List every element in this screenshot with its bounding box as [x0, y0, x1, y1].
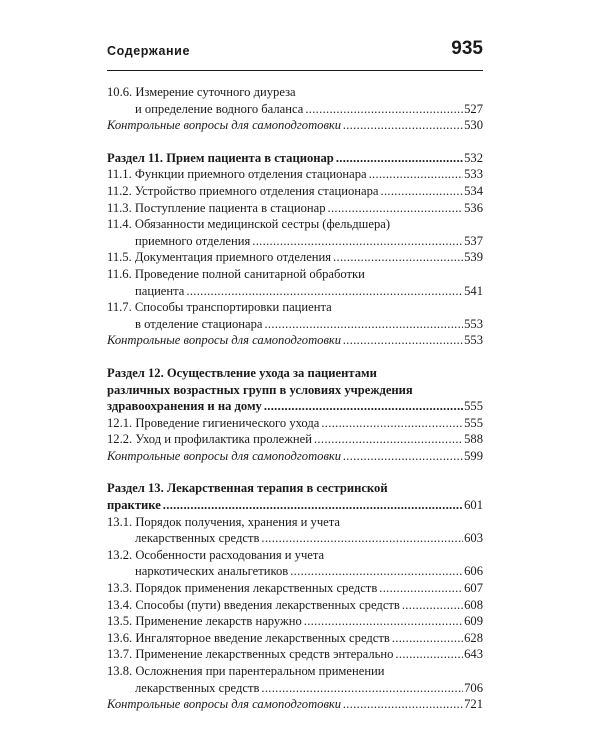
toc-page-number: 588 — [464, 432, 483, 447]
toc-review-questions — [107, 448, 483, 465]
dot-leader — [381, 183, 464, 200]
toc-entry-text: 13.7. Применение лекарственных средств энтерально — [107, 647, 394, 662]
toc-entry-text: и определение водного баланса — [135, 101, 304, 116]
dot-leader — [252, 233, 463, 250]
toc-entry — [107, 580, 483, 597]
running-head: Содержание — [107, 44, 191, 58]
toc-entry-text: 11.5. Документация приемного отделения — [107, 250, 332, 265]
toc-page-number: 555 — [464, 399, 483, 414]
toc-entry-text: различных возрастных групп в условиях учреждения — [107, 382, 413, 397]
page-number: 935 — [451, 38, 483, 59]
dot-leader — [333, 249, 463, 266]
toc-entry-text: 11.3. Поступление пациента в стационар — [107, 200, 326, 215]
toc-review-questions — [107, 696, 483, 713]
dot-leader — [261, 530, 463, 547]
toc-entry-text: в отделение стационара — [135, 316, 263, 331]
section-gap — [107, 349, 483, 365]
toc-entry-text: наркотических анальгетиков — [135, 564, 289, 579]
toc-entry-text: 13.5. Применение лекарств наружно — [107, 614, 302, 629]
toc-entry — [107, 84, 483, 117]
toc-entry-text: 10.6. Измерение суточного диуреза — [107, 85, 296, 99]
toc-entry-text: Контрольные вопросы для самоподготовки — [107, 333, 342, 348]
toc-entry — [107, 646, 483, 663]
toc-entry-text: Контрольные вопросы для самоподготовки — [107, 448, 342, 463]
toc-page-number: 533 — [464, 167, 483, 182]
toc-page-number: 609 — [464, 614, 483, 629]
toc-page-number: 555 — [464, 415, 483, 430]
toc-page-number: 530 — [464, 118, 483, 133]
toc-entry-text: 11.7. Способы транспортировки пациента — [107, 300, 332, 315]
dot-leader — [305, 101, 463, 118]
toc-page-number: 603 — [464, 531, 483, 546]
toc-page-number: 601 — [464, 498, 483, 513]
toc-page-number: 536 — [464, 200, 483, 215]
toc-page-number: 553 — [464, 316, 483, 331]
toc-entry — [107, 166, 483, 183]
toc-entry — [107, 431, 483, 448]
toc-entry — [107, 183, 483, 200]
toc-entry — [107, 200, 483, 217]
dot-leader — [343, 332, 463, 349]
dot-leader — [343, 117, 463, 134]
dot-leader — [369, 166, 464, 183]
toc-entry-text: приемного отделения — [135, 233, 251, 248]
header-rule — [107, 70, 483, 71]
toc-page-number: 527 — [464, 101, 483, 116]
dot-leader — [395, 646, 463, 663]
dot-leader — [379, 580, 463, 597]
section-gap — [107, 464, 483, 480]
toc-page-number: 628 — [464, 630, 483, 645]
toc-review-questions — [107, 117, 483, 134]
toc-entry — [107, 613, 483, 630]
toc-section-heading — [107, 365, 483, 415]
dot-leader — [264, 316, 463, 333]
dot-leader — [402, 597, 463, 614]
toc-entry-text: пациента — [135, 283, 185, 298]
dot-leader — [290, 563, 463, 580]
toc-entry-text: Раздел 12. Осуществление ухода за пациентами — [107, 365, 377, 380]
toc-entry-text: 12.2. Уход и профилактика пролежней — [107, 432, 312, 447]
toc-entry-text: 13.8. Осложнения при парентеральном применении — [107, 664, 385, 678]
toc-page-number: 539 — [464, 250, 483, 265]
toc-entry — [107, 514, 483, 547]
toc-page-number: 608 — [464, 597, 483, 612]
section-gap — [107, 134, 483, 150]
toc-entry-text: 11.4. Обязанности медицинской сестры (фельдшера) — [107, 217, 391, 232]
dot-leader — [336, 150, 463, 167]
toc-entry — [107, 216, 483, 249]
toc-page-number: 643 — [464, 647, 483, 662]
toc-entry-text: Раздел 13. Лекарственная терапия в сестринской — [107, 481, 388, 496]
dot-leader — [261, 680, 463, 697]
dot-leader — [186, 283, 463, 300]
toc-page-number: 553 — [464, 333, 483, 348]
toc-page-number: 606 — [464, 564, 483, 579]
dot-leader — [343, 448, 463, 465]
toc-entry — [107, 630, 483, 647]
toc-entry-text: практике — [107, 498, 161, 513]
dot-leader — [321, 415, 463, 432]
toc-page-number: 537 — [464, 233, 483, 248]
dot-leader — [264, 398, 463, 415]
table-of-contents — [107, 84, 483, 713]
dot-leader — [328, 200, 464, 217]
toc-page-number: 532 — [464, 150, 483, 165]
toc-entry-text: 11.2. Устройство приемного отделения стационара — [107, 183, 379, 198]
toc-entry — [107, 663, 483, 696]
page-header — [107, 38, 483, 66]
toc-page-number: 706 — [464, 680, 483, 695]
toc-review-questions — [107, 332, 483, 349]
toc-page-number: 541 — [464, 283, 483, 298]
toc-entry — [107, 249, 483, 266]
toc-page-number: 607 — [464, 581, 483, 596]
toc-entry-text: 13.1. Порядок получения, хранения и учета — [107, 514, 341, 529]
toc-entry-text: 11.6. Проведение полной санитарной обработки — [107, 266, 365, 281]
toc-entry-text: лекарственных средств — [135, 680, 260, 695]
dot-leader — [163, 497, 463, 514]
toc-entry-text: 13.2. Особенности расходования и учета — [107, 547, 325, 562]
toc-entry-text: Контрольные вопросы для самоподготовки — [107, 118, 342, 133]
toc-entry-text: Раздел 11. Прием пациента в стационар — [107, 150, 334, 165]
toc-entry-text: Контрольные вопросы для самоподготовки — [107, 697, 342, 712]
toc-section-heading — [107, 480, 483, 513]
toc-entry — [107, 415, 483, 432]
toc-page-number: 721 — [464, 697, 483, 712]
toc-entry — [107, 266, 483, 299]
toc-entry — [107, 299, 483, 332]
toc-page-number: 599 — [464, 448, 483, 463]
dot-leader — [343, 696, 463, 713]
dot-leader — [392, 630, 463, 647]
toc-entry — [107, 547, 483, 580]
toc-entry-text: 11.1. Функции приемного отделения стационара — [107, 167, 367, 182]
toc-entry — [107, 597, 483, 614]
toc-entry-text: 13.6. Ингаляторное введение лекарственных средств — [107, 630, 390, 645]
dot-leader — [314, 431, 463, 448]
toc-entry-text: 12.1. Проведение гигиенического ухода — [107, 415, 320, 430]
toc-entry-text: 13.3. Порядок применения лекарственных средств — [107, 581, 378, 596]
toc-entry-text: лекарственных средств — [135, 531, 260, 546]
toc-page-number: 534 — [464, 183, 483, 198]
dot-leader — [304, 613, 463, 630]
toc-entry-text: здравоохранения и на дому — [107, 399, 262, 414]
toc-entry-text: 13.4. Способы (пути) введения лекарственных средств — [107, 597, 400, 612]
toc-section-heading — [107, 150, 483, 167]
